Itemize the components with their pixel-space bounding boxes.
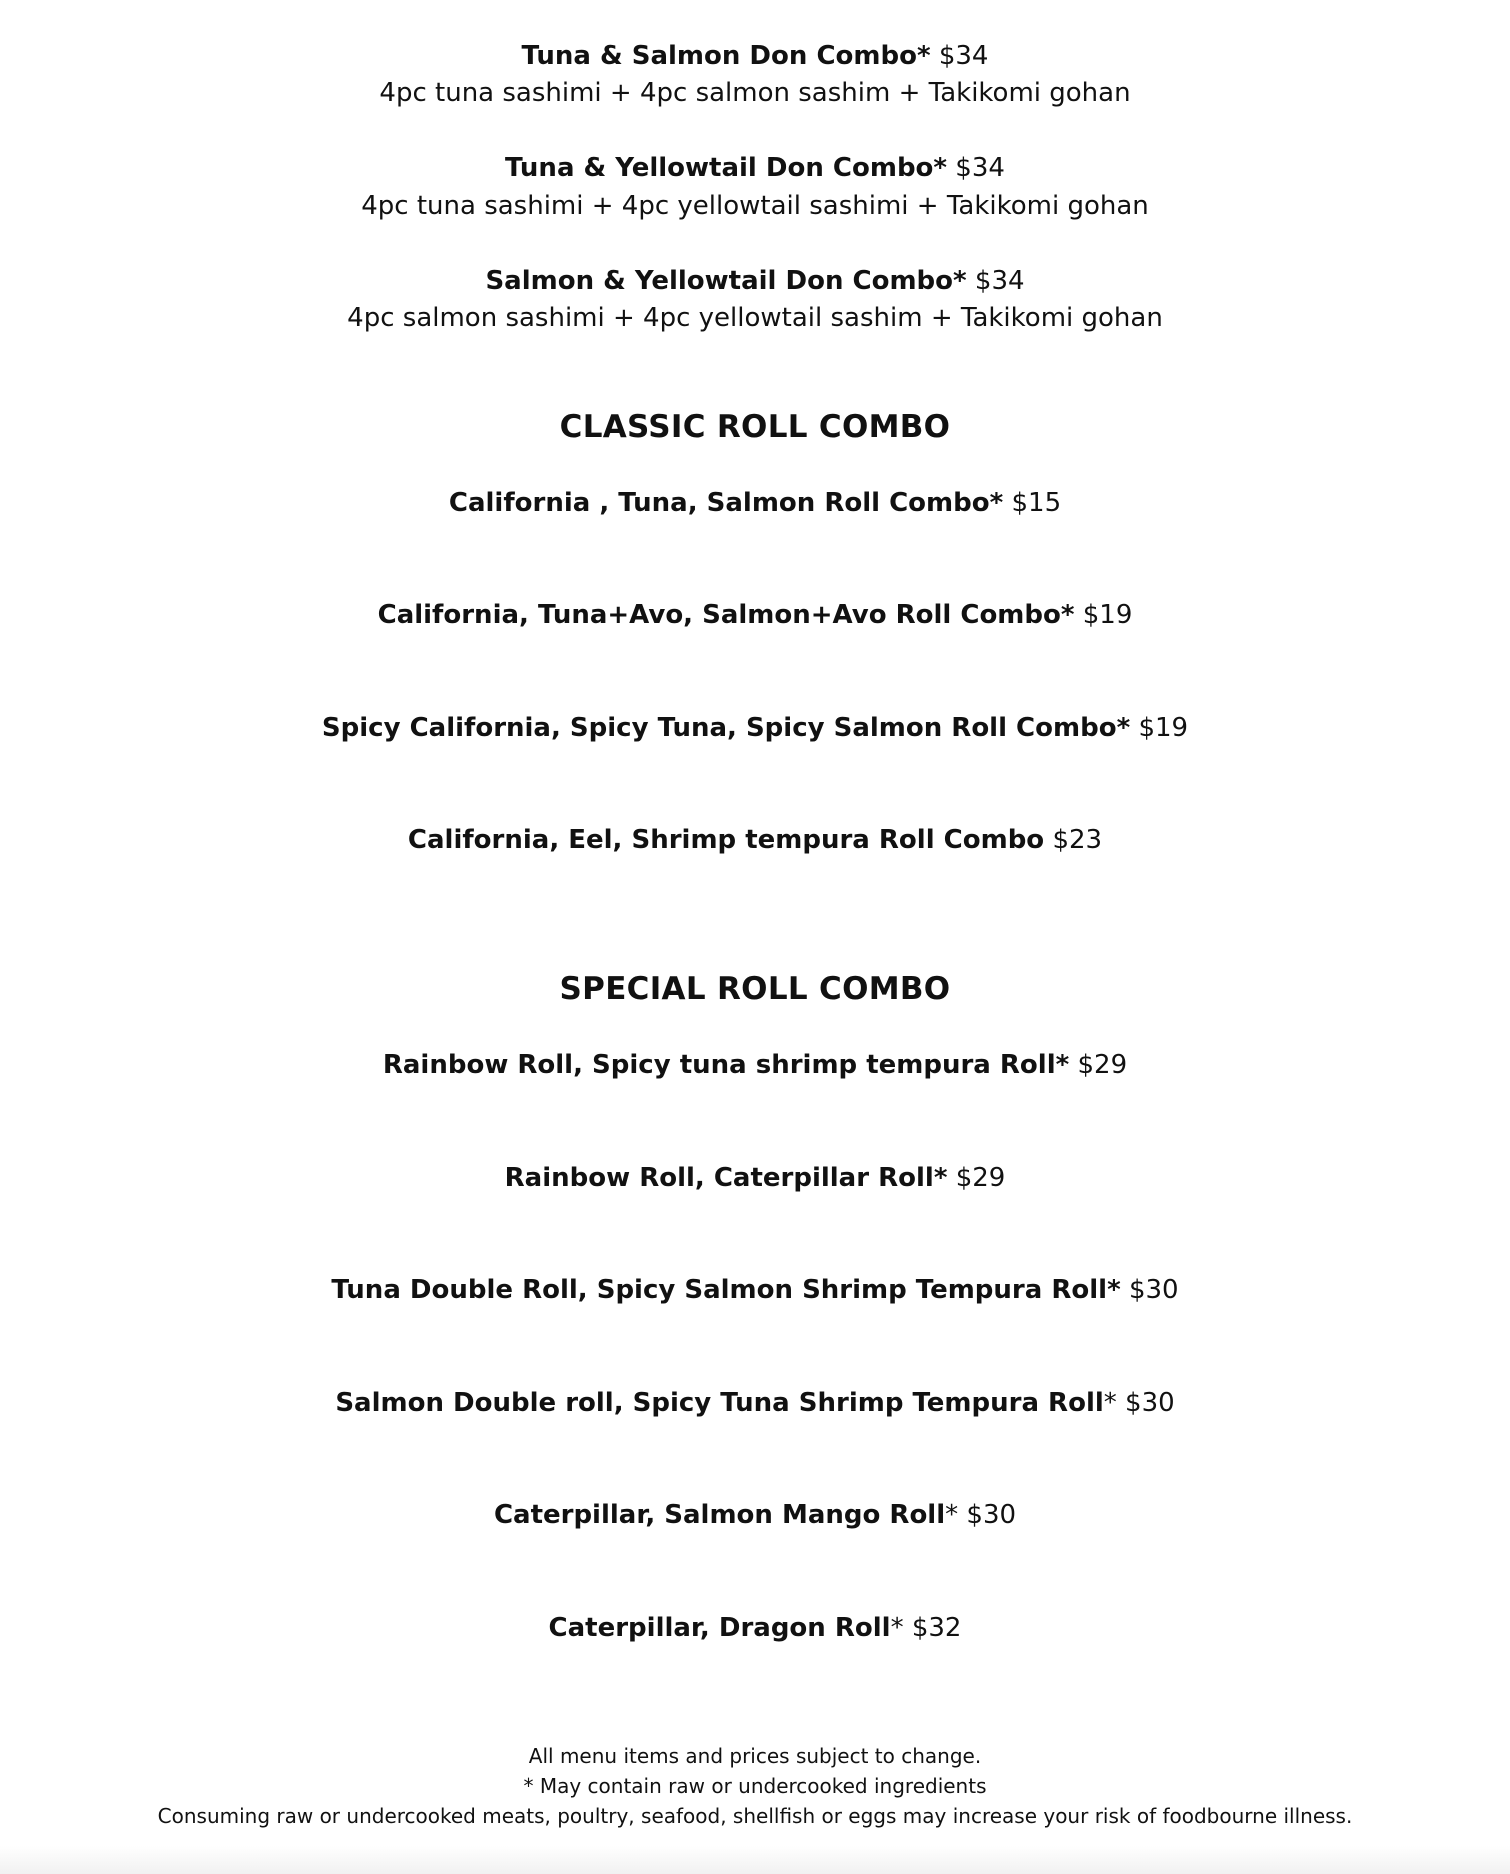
menu-item-name: Spicy California, Spicy Tuna, Spicy Salmon Roll Combo (321, 713, 1117, 743)
menu-item-title (0, 710, 1510, 746)
menu-item-title (0, 150, 1510, 186)
menu-item-title (0, 1160, 1510, 1196)
menu-item-name: Salmon & Yellowtail Don Combo (485, 266, 954, 296)
menu-item-price: $23 (1052, 825, 1103, 855)
menu-item-title (0, 1385, 1510, 1421)
raw-indicator: * (1107, 1275, 1121, 1305)
menu-item-name: Salmon Double roll, Spicy Tuna Shrimp Tempura Roll (335, 1388, 1104, 1418)
section-heading-special-roll-combo: SPECIAL ROLL COMBO (559, 971, 951, 1007)
menu-item-price: $34 (938, 41, 989, 71)
menu-item-description: 4pc salmon sashimi + 4pc yellowtail sashim + Takikomi gohan (347, 303, 1163, 333)
menu-item-title (0, 485, 1510, 521)
menu-item-title (0, 1047, 1510, 1083)
menu-item-title (0, 38, 1510, 74)
menu-item-name: Tuna Double Roll, Spicy Salmon Shrimp Tempura Roll (331, 1275, 1108, 1305)
raw-indicator: * (953, 266, 967, 296)
footer-raw-notice: * May contain raw or undercooked ingredients (523, 1774, 987, 1798)
raw-indicator: * (945, 1500, 959, 1530)
raw-indicator: * (933, 1163, 948, 1193)
menu-item-price: $32 (911, 1613, 962, 1643)
menu-item-name: Rainbow Roll, Caterpillar Roll (504, 1163, 934, 1193)
menu-item-price: $29 (955, 1163, 1006, 1193)
menu-item-title (0, 597, 1510, 633)
raw-indicator: * (989, 488, 1004, 518)
menu-item-name: Tuna & Salmon Don Combo (521, 41, 917, 71)
menu-item-title (0, 1272, 1510, 1308)
menu-item-description: 4pc tuna sashimi + 4pc yellowtail sashimi + Takikomi gohan (361, 191, 1149, 221)
menu-item-price: $30 (1125, 1388, 1175, 1418)
menu-item-title (0, 822, 1510, 858)
raw-indicator: * (1060, 600, 1075, 630)
menu-item-title (0, 1610, 1510, 1646)
menu-item-name: Rainbow Roll, Spicy tuna shrimp tempura Roll (382, 1050, 1056, 1080)
menu-item-name: California, Tuna+Avo, Salmon+Avo Roll Combo (377, 600, 1061, 630)
menu-item-name: Caterpillar, Dragon Roll (548, 1613, 891, 1643)
raw-indicator: * (1055, 1050, 1070, 1080)
menu-item-name: California , Tuna, Salmon Roll Combo (448, 488, 990, 518)
menu-item-price: $30 (1128, 1275, 1179, 1305)
footer-price-notice: All menu items and prices subject to change. (528, 1744, 982, 1768)
raw-indicator: * (1103, 1388, 1117, 1418)
menu-item-title (0, 263, 1510, 299)
raw-indicator: * (1116, 713, 1131, 743)
menu-item-name: California, Eel, Shrimp tempura Roll Combo (407, 825, 1045, 855)
menu-item-name: Tuna & Yellowtail Don Combo (505, 153, 934, 183)
menu-item-price: $34 (955, 153, 1005, 183)
page-bottom-shadow (0, 1846, 1510, 1874)
raw-indicator: * (933, 153, 948, 183)
menu-item-description: 4pc tuna sashimi + 4pc salmon sashim + Takikomi gohan (379, 78, 1131, 108)
menu-item-price: $34 (974, 266, 1025, 296)
menu-item-price: $19 (1082, 600, 1133, 630)
menu-item-price: $29 (1077, 1050, 1128, 1080)
menu-item-price: $19 (1138, 713, 1189, 743)
menu-item-price: $15 (1011, 488, 1062, 518)
raw-indicator: * (890, 1613, 904, 1643)
menu-item-name: Caterpillar, Salmon Mango Roll (493, 1500, 946, 1530)
raw-indicator: * (916, 41, 931, 71)
menu-item-title (0, 1497, 1510, 1533)
footer-health-warning: Consuming raw or undercooked meats, poultry, seafood, shellfish or eggs may increase your risk of foodbourne illness. (157, 1804, 1353, 1828)
section-heading-classic-roll-combo: CLASSIC ROLL COMBO (559, 409, 951, 445)
menu-item-price: $30 (966, 1500, 1017, 1530)
